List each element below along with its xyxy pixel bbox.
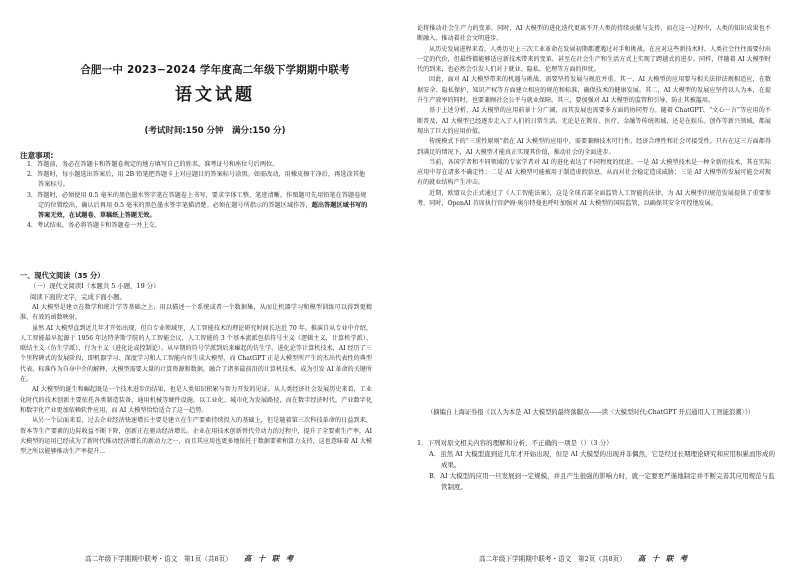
notice-item — [20, 191, 370, 222]
exam-info: (考试时间:150 分钟 满分:150 分) — [144, 126, 286, 136]
option-a: A．虽然 AI 大模型直到近几年才开始出现，但是 AI 大模型的出现并非偶然，它是经过长期理论研究和应用积累而形成的成果。 — [429, 450, 775, 469]
notice-item: 1．答题前，务必在答题卡和答题卷规定的地方填写自己的姓名、准考证号和座位号后两位。 — [27, 161, 279, 168]
question-1 — [417, 438, 777, 493]
passage-paragraph: AI 大模型的诞生和崛起既是一个技术进步的结果，也是人类知识积累与智力开发的见证。从人类经济社会发展历史来看，工业化时代的技术创新主要依托各类制造装备，通用机械等硬件设施，以工业化、城市化为发展路径，而在数字经济时代，产业数字化和数字化产业更加依赖软件应用，而 AI 大模型恰恰适合了这一趋势。 — [20, 386, 372, 414]
page-footer — [479, 553, 689, 564]
exam-title: 合肥一中 2023−2024 学年度高二年级下学期期中联考 — [80, 64, 350, 76]
question-stem: 1．下列对原文相关内容的理解和分析，不正确的一项是（）（3 分） — [417, 439, 613, 447]
reading-passage — [20, 303, 372, 541]
subject-title: 语文试题 — [175, 85, 255, 105]
passage-paragraph: 基于上述分析，AI 大模型的应用前景十分广阔，而其发展也需要多方面的协同努力。随着 ChatGPT、“文心一言”等应用的不断普及，AI 大模型已经逐步走入了人们的日常生活，无论是在教育、医疗、金融等传统领域，还是在娱乐、创作等新兴领域，都展现出了巨大的应用价值。 — [417, 107, 771, 135]
passage-paragraph: 传统模式下的“三重性原则”指在 AI 大模型的应用中，需要兼顾技术可行性、经济合理性和社会可接受性。只有在这三方面都得到满足的情况下，AI 大模型才能真正实现其价值，推动社会的全面进步。 — [417, 138, 771, 156]
footer-stamp: 高 十 联 考 — [637, 554, 690, 563]
notice-item: 4．考试结束，务必将答题卡和答题卷一并上交。 — [27, 222, 161, 230]
passage-paragraph: 论将推动社会生产力的变革，同时，AI 大模型的进化迭代更离不开人类的持续贡献与支持，而在这一过程中，人类的知识成果也不断融入，推动着社会文明进步。 — [417, 25, 771, 43]
notice-text: 3．答题时，必须使用 0.5 毫米的黑色墨水签字笔在答题卷上书写，要求字体工整、笔迹清晰。作图题可先用铅笔在答题卷规定的位置绘出，确认后再用 0.5 毫米的黑色墨水签字笔描清楚。必须在题号所指示的答题区域作答， — [27, 191, 367, 209]
reading-instruction: 阅读下面的文字，完成下面小题。 — [30, 293, 126, 301]
subsection-heading: （一）现代文阅读Ⅰ（本题共 5 小题，19 分） — [30, 282, 160, 290]
footer-page-info: 高二年级下学期期中联考・语文 第1页（共8页） — [85, 555, 232, 563]
page-footer — [85, 553, 295, 564]
reading-passage-continued — [417, 24, 771, 410]
passage-paragraph: 当前，各国学者和不同领域的专家学者对 AI 的进化表达了不同程度的忧虑。一是 AI 大模型技术是一种全新的技术，其在实际应用中存在诸多不确定性；二是 AI 大模型可能被用于制造虚假信息，从而对社会稳定造成威胁；三是 AI 大模型的发展可能会对现有的就业结构产生冲击。 — [417, 158, 771, 187]
passage-paragraph: 近期，欧盟议会正式通过了《人工智能法案》，这是全球首部全面监管人工智能的法律，为 AI 大模型的规范发展提供了重要参考。同时，OpenAI 首席执行官萨姆·奥尔特曼也呼吁加强对 AI 大模型的国际监管，以确保其安全可控地发展。 — [417, 189, 771, 208]
footer-page-info: 高二年级下学期期中联考・语文 第2页（共8页） — [479, 555, 626, 563]
page-2 — [397, 0, 794, 580]
passage-paragraph: 虽然 AI 大模型直到近几年才开始出现，但自专业领域里，人工智能技术的理论研究时间长达近 70 年。推演自从专业中介绍，人工智能最早起源于 1956 年达特茅斯学院的人工智能会议，人工智能的 3 个基本流派包括符号主义（逻辑主义，计算机学派）、联结主义（仿生学派）、行为主义（进化论或控制论）。从早期的符号学派到后来崛起的仿生学、进化论等计算机技术，AI 经历了三个里程碑式的发展阶段，即机器学习、深度学习和人工智能内容生成大模型，而 ChatGPT 正是大模型所产生的杰出代表性的典型代表。标准作为自身中介的解释，大模型需要大量的计算资源和数据，融合了诸多最前沿的计算机技术，成为引发 AI 革命的关键所在。 — [20, 324, 372, 384]
notice-bold-warning: 超出答题区域书写的答案无效，在试题卷、草稿纸上答题无效。 — [38, 201, 368, 220]
notice-list — [20, 160, 370, 231]
passage-paragraph: 从另一个层面来看，过去企业经济快速增长主要是建立在生产要素持续投入的基础上，但是随着第三次科技革命的日益到来，资本等生产要素的边际收益不断下降，创新正在驱动经济增长。企业在用技术创新替代劳动力的过程中，提升了全要素生产率，AI 大模型的运用已经成为了新时代推动经济增长的新动力之一，而且其应用也更多地依托于数据要素和算力支持，这也意味着 AI 大模型之所以能够推动生产率提升... — [20, 417, 372, 456]
source-excerpt: （摘编自上海证券报《以人为本是 AI 大模型的最终落脚点——读〈大模型时代:ChatGPT 开启通用人工智能浪潮〉》） — [427, 409, 755, 416]
notice-heading: 注意事项: — [20, 151, 54, 160]
passage-paragraph: AI 大模型是建立在数学和统计学等基础之上，用以描述一个系统或者一个数据集，从而让机器学习和模型训练可以得到更精准、有效的函数映射。 — [20, 304, 372, 322]
notice-item: 2．答题时，每小题选出答案后，用 2B 铅笔把答题卡上对应题目的答案标号涂黑。如需改动，用橡皮擦干净后，再选涂其他答案标号。 — [27, 171, 366, 189]
section-heading: 一、现代文阅读（35 分） — [20, 271, 105, 280]
passage-paragraph: 从历史发展进程来看，人类历史上三次工业革命在发展初期都遭遇过对手和挑战。在应对这些新技术时，人类社会往往需要付出一定的代价，但最终都能够适应新技术带来的变革，甚至在社会生产和生活方式上实现了跨越式的进步。同样，伴随着 AI 大模型时代的到来，也必然会引发人们对于就业、隐私、伦理等方面的担忧。 — [417, 45, 771, 74]
footer-stamp: 高 十 联 考 — [243, 554, 296, 563]
passage-paragraph: 因此，面对 AI 大模型带来的机遇与挑战，需要坚持发展与规范并重。其一，AI 大模型的应用要与相关法律法规相适应，在数据安全、隐私保护、知识产权等方面建立相应的规范和标准，确保技术的健康发展。其二，AI 大模型的发展应坚持以人为本，在提升生产效率的同时，也要兼顾社会公平与就业保障。其三，要加强对 AI 大模型的监管和引导，防止其被滥用。 — [417, 76, 771, 105]
option-b: B．AI 大模型的应用一旦发展到一定规模，并且产生很强的影响力时，就一定要更严谨地制定并不断完善其应用规范与监管制度。 — [429, 472, 775, 491]
